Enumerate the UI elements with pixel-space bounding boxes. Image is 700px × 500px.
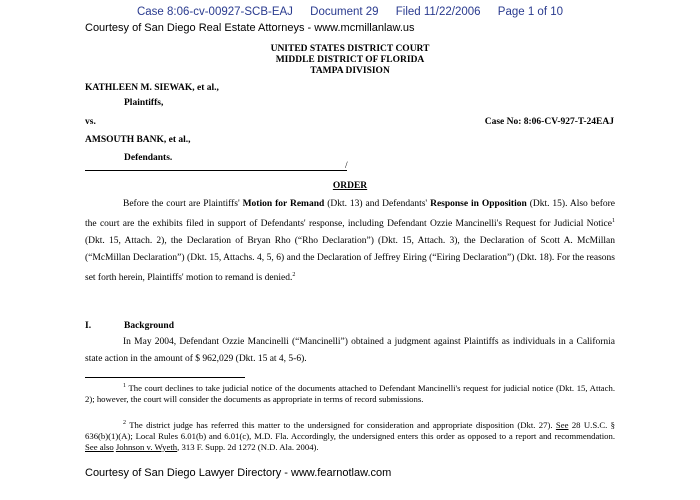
court-district: MIDDLE DISTRICT OF FLORIDA	[275, 55, 425, 65]
court-name: UNITED STATES DISTRICT COURT	[270, 44, 430, 54]
plaintiff-name: KATHLEEN M. SIEWAK, et al.,	[85, 83, 219, 93]
court-heading	[0, 44, 700, 77]
defendant-role: Defendants.	[124, 153, 173, 163]
document-number: Document 29	[310, 6, 379, 18]
courtesy-header: Courtesy of San Diego Real Estate Attorneys - www.mcmillanlaw.us	[85, 22, 415, 34]
page-indicator: Page 1 of 10	[497, 6, 564, 18]
case-number-header: Case 8:06-cv-00927-SCB-EAJ	[136, 6, 293, 18]
case-number-caption: Case No: 8:06-CV-927-T-24EAJ	[484, 117, 614, 127]
order-paragraph-1: Before the court are Plaintiffs' Motion for Remand (Dkt. 13) and Defendants' Response in Opposition (Dkt. 15). Also before the court are the exhibits filed in support of Defendants' response, including Defendant Ozzie Mancinelli's Request for Judicial Notice$^1$ (Dkt. 15, Attach. 2), the Declaration of Bryan Rho (“Rho Declaration”) (Dkt. 15, Attach. 3), the Declaration of Scott A. McMillan (“McMillan Declaration”) (Dkt. 15, Attachs. 4, 5, 6) and the Declaration of Jeffrey Eiring (“Eiring Declaration”) (Dkt. 18). For the reasons set forth herein, Plaintiffs' motion to remand is denied.$^2$	[85, 199, 615, 284]
footnote-separator	[85, 377, 245, 378]
footnote-1: $^1$ The court declines to take judicial notice of the documents attached to Defendant Mancinelli's request for judicial notice (Dkt. 15, Attach. 2); however, the court will consider the documents as appropriate in terms of record submissions.	[85, 382, 615, 404]
court-division: TAMPA DIVISION	[310, 66, 390, 76]
caption-slash: /	[345, 161, 348, 171]
courtesy-footer: Courtesy of San Diego Lawyer Directory - www.fearnotlaw.com	[85, 467, 392, 479]
case-citation: Johnson v. Wyeth	[115, 441, 178, 452]
filed-date: Filed 11/22/2006	[395, 6, 481, 18]
order-title: ORDER	[332, 181, 368, 191]
plaintiff-role: Plaintiffs,	[124, 98, 164, 108]
footnote-ref-1: 1	[612, 218, 615, 224]
background-paragraph: In May 2004, Defendant Ozzie Mancinelli (“Mancinelli”) obtained a judgment against Plaintiffs as individuals in a California state action in the amount of $ 962,029 (Dkt. 15 at 4, 5-6).	[85, 337, 615, 364]
response-in-opposition: in Opposition	[471, 199, 527, 209]
section-number: I.	[85, 321, 92, 331]
versus-label: vs.	[85, 117, 96, 127]
caption-underline	[85, 170, 347, 171]
defendant-name: AMSOUTH BANK, et al.,	[85, 135, 191, 145]
footnote-2: $^2$ The district judge has referred this matter to the undersigned for consideration and appropriate disposition (Dkt. 27). See 28 U.S.C. § 636(b)(1)(A); Local Rules 6.01(b) and 6.01(c), M.D. Fla. Accordingly, the undersigned enters this order as opposed to a report and recommendation. See also Johnson v. Wyeth, 313 F. Supp. 2d 1272 (N.D. Ala. 2004).	[85, 419, 615, 452]
footnote-ref-2: 2	[292, 272, 296, 279]
document-header-bar	[0, 6, 700, 18]
section-heading: Background	[124, 321, 174, 331]
motion-for-remand: Motion for Remand	[242, 199, 325, 209]
